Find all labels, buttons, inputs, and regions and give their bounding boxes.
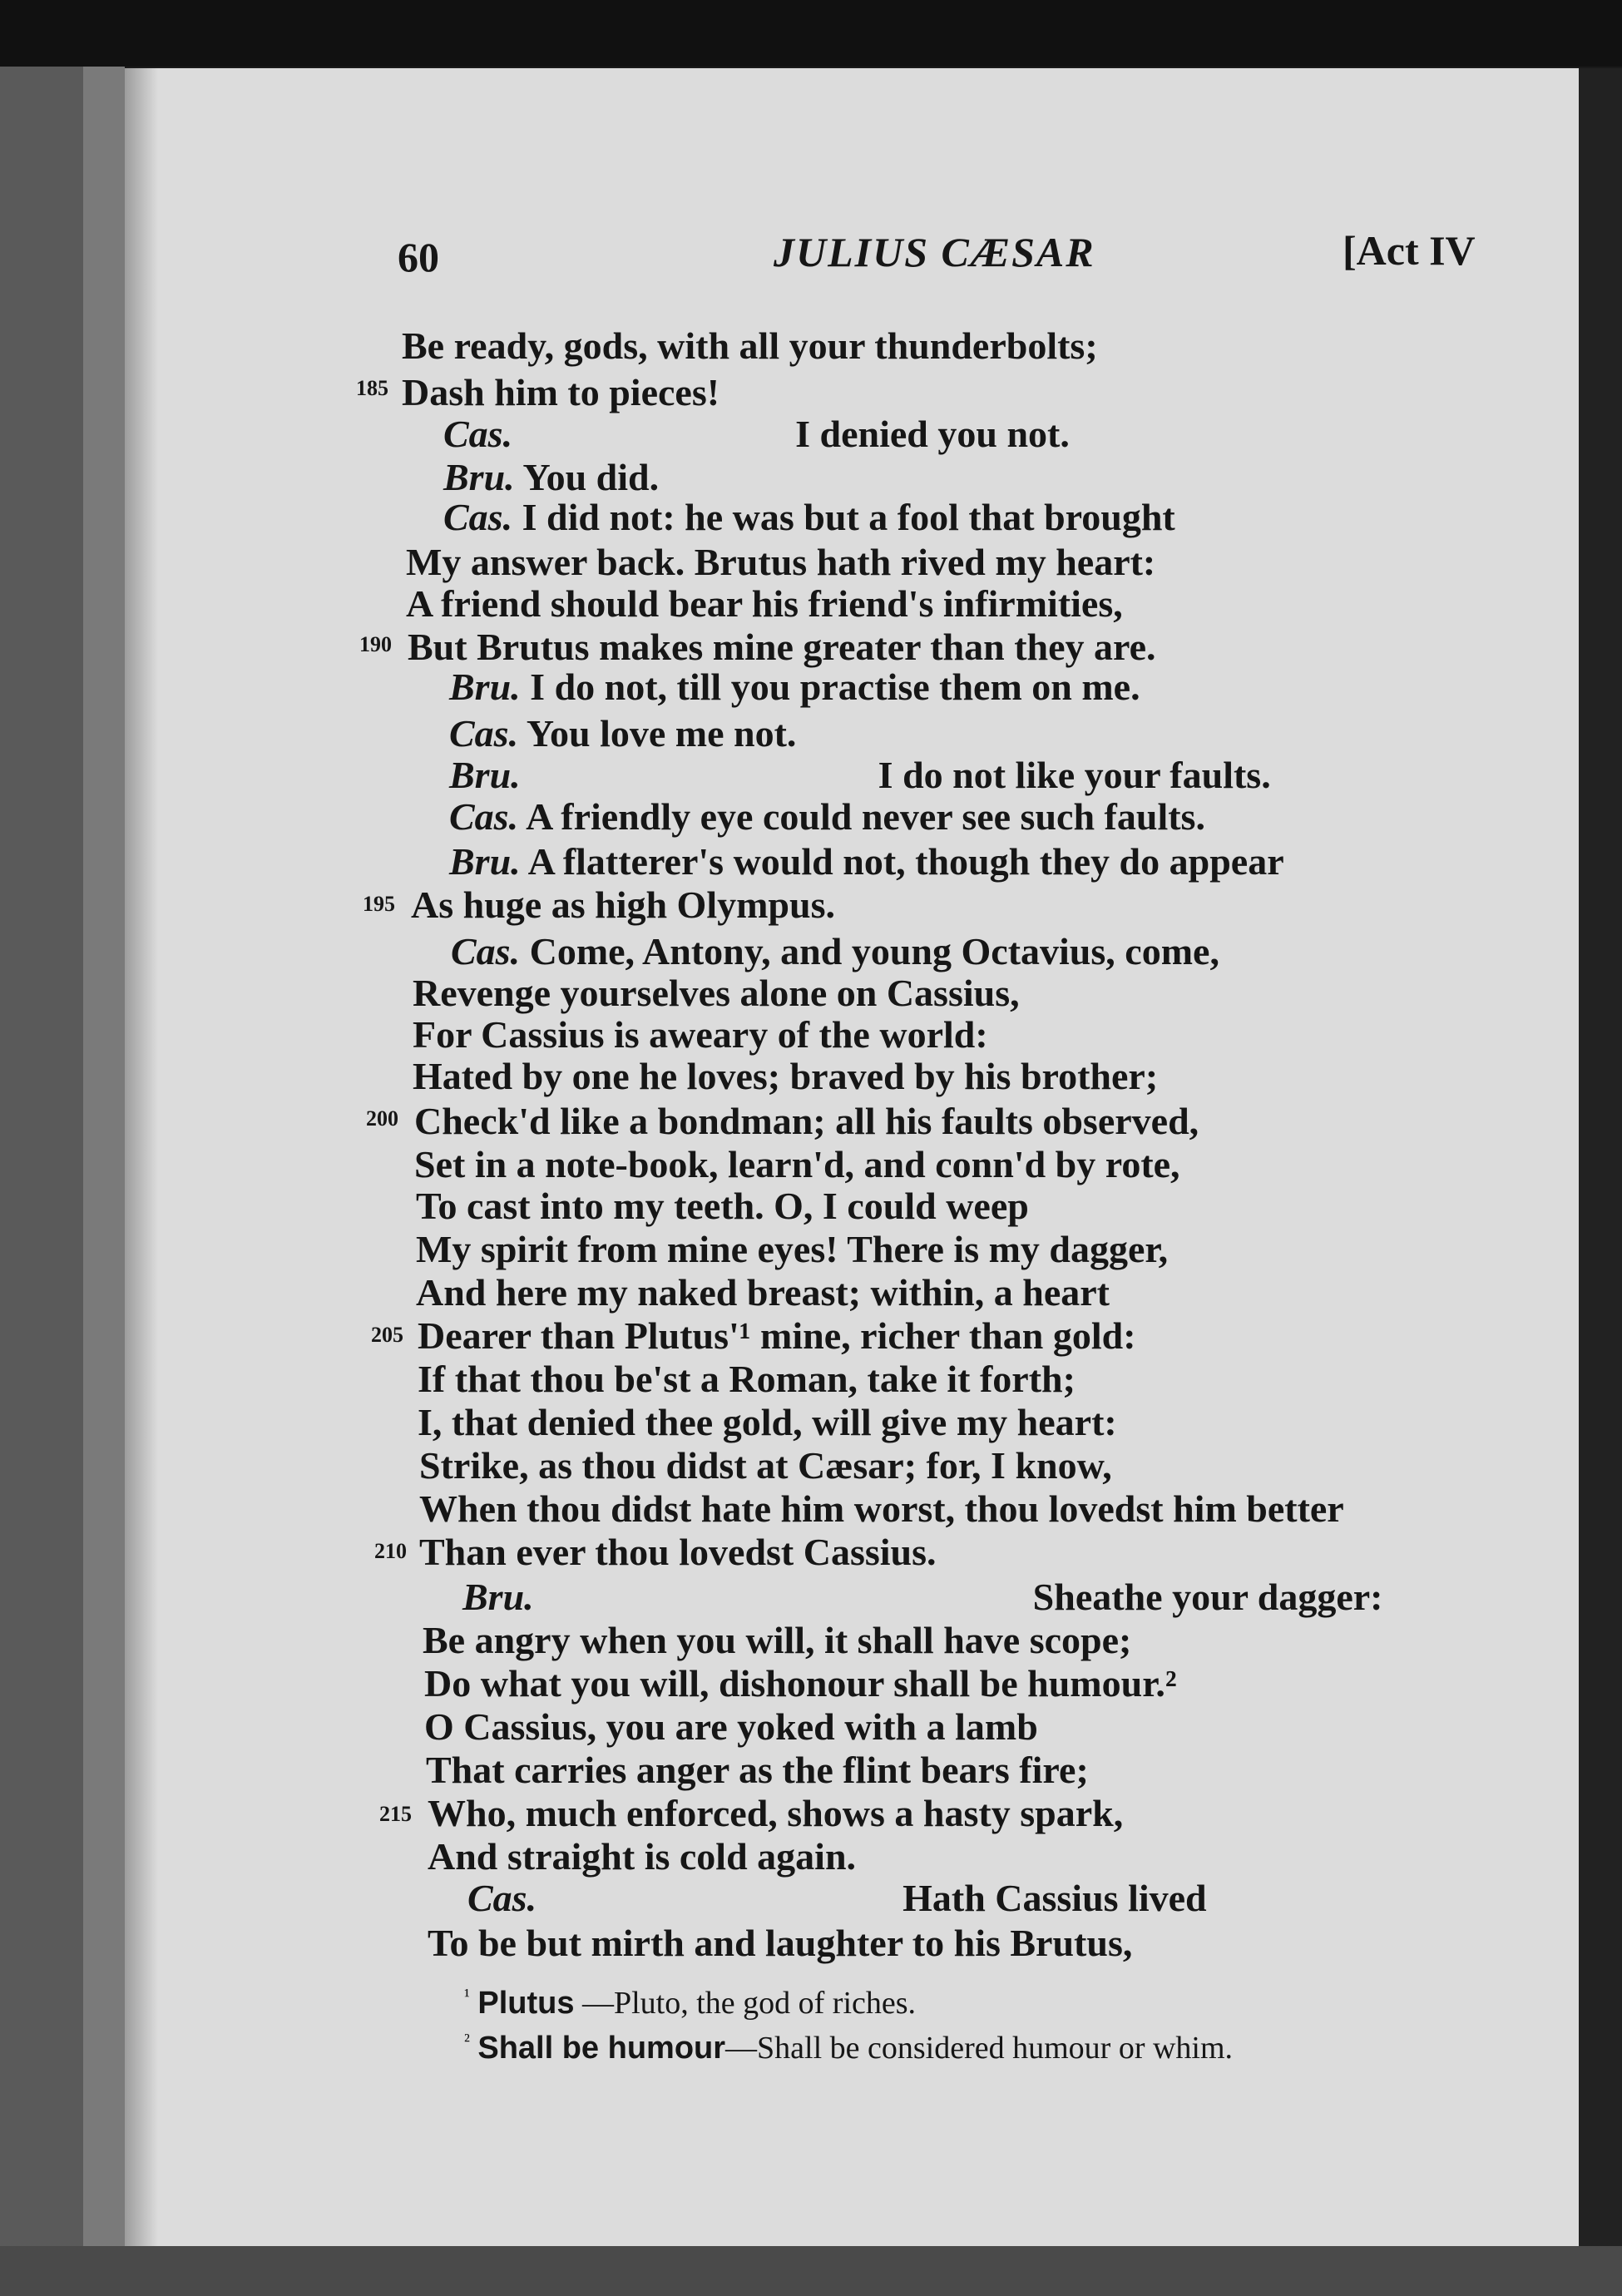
verse-line: To be but mirth and laughter to his Brutus, [428, 1922, 1133, 1964]
verse-line: Dearer than Plutus'¹ mine, richer than gold: [418, 1314, 1136, 1357]
line-number: 210 [374, 1539, 407, 1563]
verse-line: For Cassius is aweary of the world: [413, 1013, 988, 1056]
verse-line: Cas. A friendly eye could never see such faults. [449, 795, 1205, 838]
verse-line: And straight is cold again. [428, 1835, 857, 1878]
line-number: 215 [379, 1802, 412, 1826]
verse-line: Bru. I do not, till you practise them on me. [449, 666, 1140, 708]
footnote: $^{^2}$ Shall be humour—Shall be considered humour or whim. [464, 2030, 1234, 2066]
speaker-name: Cas. [443, 413, 513, 455]
speaker-name: Cas. [449, 795, 519, 838]
line-number: 195 [363, 892, 395, 916]
verse-line: That carries anger as the flint bears fire; [426, 1749, 1089, 1791]
verse-line: Dash him to pieces! [402, 371, 720, 413]
line-number: 200 [366, 1106, 398, 1131]
speaker-name: Cas. [467, 1877, 537, 1919]
verse-line: Hated by one he loves; braved by his brother; [413, 1055, 1159, 1097]
verse-line: Be angry when you will, it shall have scope; [423, 1619, 1132, 1661]
speaker-name: Bru. [449, 666, 521, 708]
verse-line: Do what you will, dishonour shall be humour.² [424, 1662, 1177, 1705]
verse-line: A friend should bear his friend's infirmities, [406, 582, 1123, 625]
verse-line: But Brutus makes mine greater than they are. [408, 626, 1156, 668]
speaker-name: Cas. [443, 496, 513, 538]
verse-line: When thou didst hate him worst, thou lovedst him better [419, 1487, 1344, 1530]
verse-line: Be ready, gods, with all your thunderbolts; [402, 324, 1098, 367]
speaker-name: Bru. [449, 754, 521, 796]
verse-line: Check'd like a bondman; all his faults observed, [414, 1100, 1199, 1142]
speaker-name: Bru. [462, 1576, 534, 1618]
verse-line: O Cassius, you are yoked with a lamb [424, 1705, 1038, 1748]
verse-line: Cas. You love me not. [449, 712, 797, 755]
footnote-term: Plutus [477, 1986, 575, 2021]
verse-line: And here my naked breast; within, a heart [416, 1271, 1110, 1314]
verse-line: Revenge yourselves alone on Cassius, [413, 972, 1020, 1014]
verse-line: My answer back. Brutus hath rived my heart: [406, 541, 1156, 583]
verse-line: Bru. Sheathe your dagger: [462, 1576, 1383, 1618]
footnote-term: Shall be humour [477, 2031, 726, 2066]
speaker-name: Bru. [449, 840, 521, 883]
running-title: JULIUS CÆSAR [774, 229, 1095, 275]
speaker-name: Cas. [451, 930, 521, 972]
verse-line: I, that denied thee gold, will give my heart: [418, 1401, 1117, 1443]
verse-line: Bru. I do not like your faults. [449, 754, 1271, 796]
line-number: 185 [356, 376, 388, 400]
verse-line: If that thou be'st a Roman, take it forth; [418, 1358, 1076, 1400]
verse-line: Set in a note-book, learn'd, and conn'd by rote, [414, 1143, 1180, 1185]
footnote: $^{^1}$ Plutus —Pluto, the god of riches. [464, 1985, 917, 2021]
verse-line: Who, much enforced, shows a hasty spark, [428, 1792, 1124, 1834]
verse-line: Cas. Hath Cassius lived [467, 1877, 1207, 1919]
verse-line: Bru. A flatterer's would not, though they do appear [449, 840, 1284, 883]
line-number: 205 [371, 1323, 403, 1347]
verse-line: My spirit from mine eyes! There is my dagger, [416, 1228, 1169, 1270]
verse-line: To cast into my teeth. O, I could weep [416, 1185, 1029, 1227]
verse-line: Bru. You did. [443, 456, 660, 498]
verse-line: Strike, as thou didst at Cæsar; for, I know, [419, 1444, 1112, 1487]
act-label: [Act IV [1343, 227, 1476, 274]
verse-line: Cas. I denied you not. [443, 413, 1070, 455]
line-number: 190 [359, 632, 392, 656]
verse-line: Cas. I did not: he was but a fool that brought [443, 496, 1175, 538]
verse-line: As huge as high Olympus. [411, 883, 835, 926]
verse-line: Cas. Come, Antony, and young Octavius, come, [451, 930, 1219, 972]
speaker-name: Bru. [443, 456, 515, 498]
verse-line: Than ever thou lovedst Cassius. [419, 1531, 937, 1573]
page-number: 60 [398, 234, 439, 280]
speaker-name: Cas. [449, 712, 519, 755]
